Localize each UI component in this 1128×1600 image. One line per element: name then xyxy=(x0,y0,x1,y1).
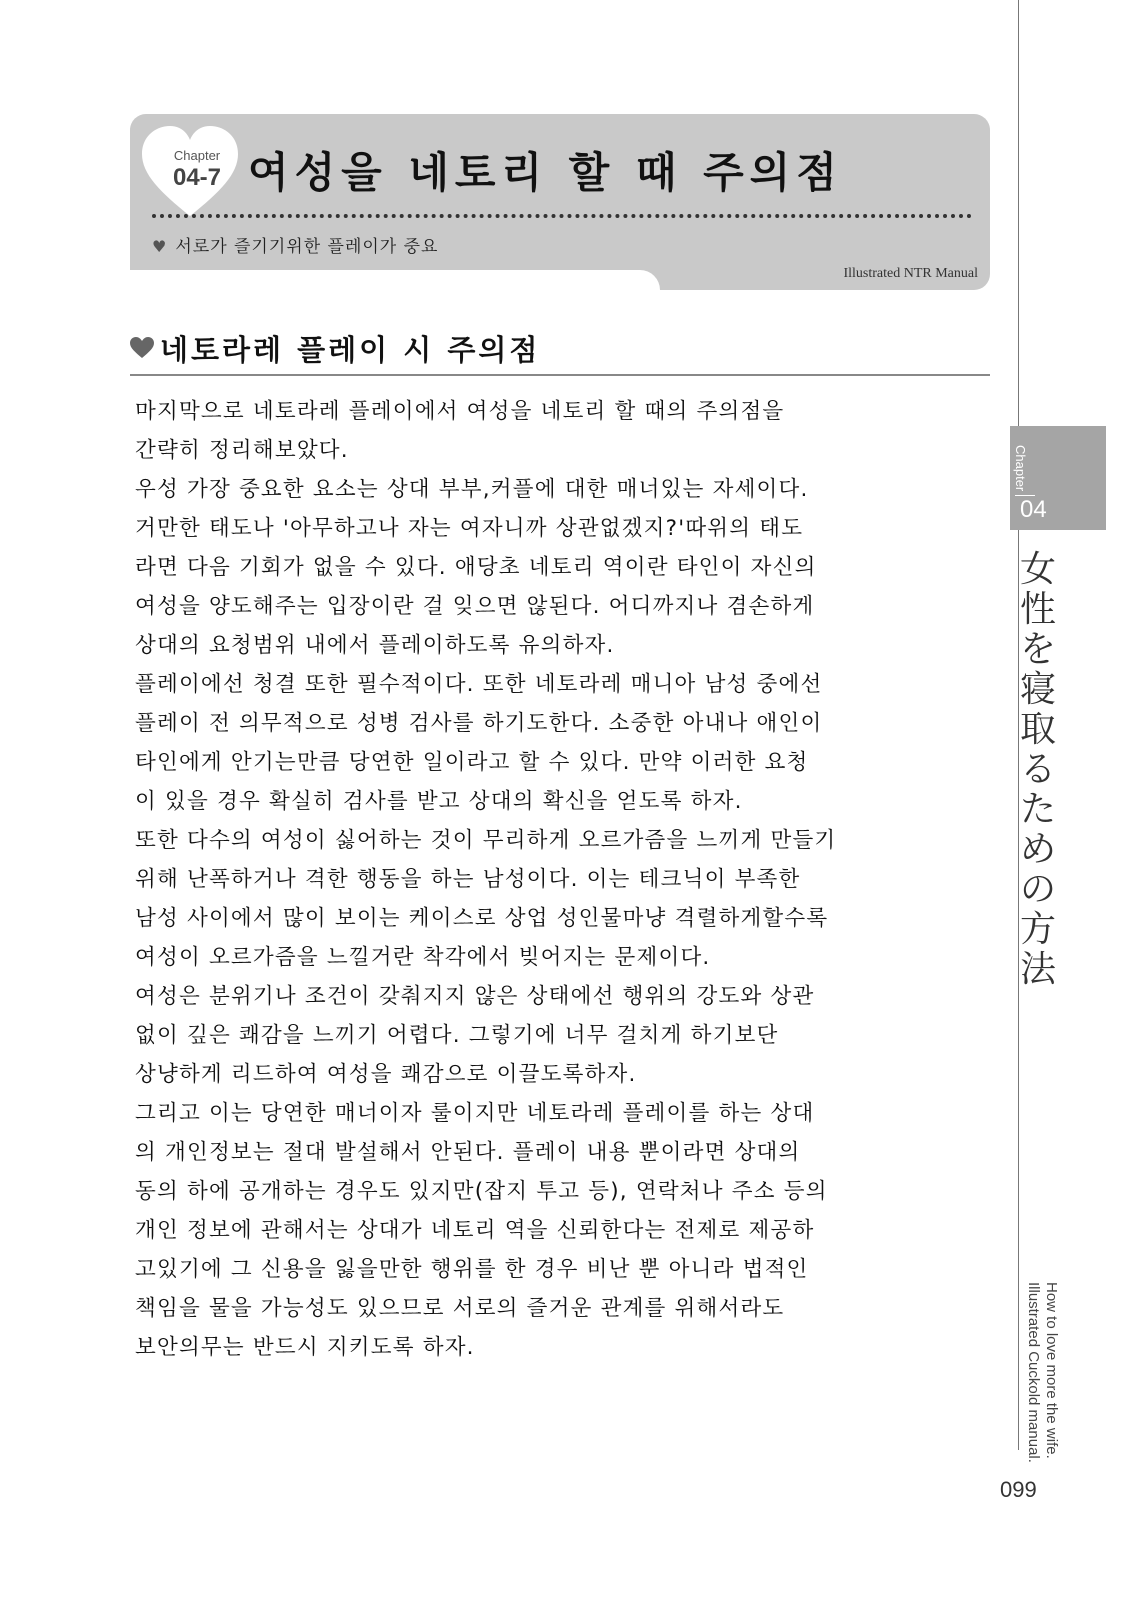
body-line: 여성은 분위기나 조건이 갖춰지지 않은 상태에선 행위의 강도와 상관 xyxy=(135,984,815,1009)
dotted-divider xyxy=(152,214,972,218)
body-line: 플레이 전 의무적으로 성병 검사를 하기도한다. 소중한 아내나 애인이 xyxy=(135,711,823,736)
body-line: 그리고 이는 당연한 매너이자 룰이지만 네토라레 플레이를 하는 상대 xyxy=(135,1101,815,1126)
tab-chapter-number: 04 xyxy=(1020,496,1047,523)
body-line: 남성 사이에서 많이 보이는 케이스로 상업 성인물마냥 격렬하게할수록 xyxy=(135,906,829,931)
vertical-title-char: め xyxy=(1019,829,1056,870)
body-line: 여성을 양도해주는 입장이란 걸 잊으면 않된다. 어디까지나 겸손하게 xyxy=(135,594,815,619)
vertical-english-caption xyxy=(1024,1282,1060,1463)
body-line: 라면 다음 기회가 없을 수 있다. 애당초 네토리 역이란 타인이 자신의 xyxy=(135,555,817,580)
vertical-title xyxy=(1016,550,1060,990)
tab-chapter-label: Chapter xyxy=(1013,445,1028,492)
body-line: 마지막으로 네토라레 플레이에서 여성을 네토리 할 때의 주의점을 xyxy=(135,399,785,424)
chapter-label: Chapter xyxy=(173,148,221,163)
subtitle xyxy=(152,232,438,257)
body-line: 책임을 물을 가능성도 있으므로 서로의 즐거운 관계를 위해서라도 xyxy=(135,1296,785,1321)
body-line: 의 개인정보는 절대 발설해서 안된다. 플레이 내용 뿐이라면 상대의 xyxy=(135,1140,801,1165)
body-line: 위해 난폭하거나 격한 행동을 하는 남성이다. 이는 테크닉이 부족한 xyxy=(135,867,801,892)
body-line: 여성이 오르가즘을 느낄거란 착각에서 빚어지는 문제이다. xyxy=(135,945,711,970)
vertical-title-char: 寝 xyxy=(1019,669,1056,710)
body-line: 또한 다수의 여성이 싫어하는 것이 무리하게 오르가즘을 느끼게 만들기 xyxy=(135,828,837,853)
vertical-title-char: 方 xyxy=(1019,909,1056,950)
body-line: 보안의무는 반드시 지키도록 하자. xyxy=(135,1335,475,1360)
vertical-english-line-2: Illustrated Cuckold manual. xyxy=(1025,1282,1042,1463)
body-line: 없이 깊은 쾌감을 느끼기 어렵다. 그렇기에 너무 걸치게 하기보단 xyxy=(135,1023,779,1048)
banner-notch xyxy=(130,270,660,290)
body-text xyxy=(135,392,980,1367)
vertical-title-char: 性 xyxy=(1019,589,1056,630)
body-line: 플레이에선 청결 또한 필수적이다. 또한 네토라레 매니아 남성 중에선 xyxy=(135,672,823,697)
vertical-title-char: 法 xyxy=(1019,949,1056,990)
section-heading: 네토라레 플레이 시 주의점 xyxy=(160,333,541,367)
vertical-title-char: る xyxy=(1019,749,1056,790)
manual-label: Illustrated NTR Manual xyxy=(843,266,978,281)
body-line: 타인에게 안기는만큼 당연한 일이라고 할 수 있다. 만약 이러한 요청 xyxy=(135,750,809,775)
small-heart-icon: ♥ xyxy=(152,237,168,256)
body-line: 상냥하게 리드하여 여성을 쾌감으로 이끌도록하자. xyxy=(135,1062,637,1087)
subtitle-text: 서로가 즐기기위한 플레이가 중요 xyxy=(175,237,439,257)
page-title: 여성을 네토리 할 때 주의점 xyxy=(248,148,843,197)
chapter-number: 04-7 xyxy=(172,164,222,191)
vertical-title-char: 女 xyxy=(1019,549,1056,590)
vertical-title-char: 取 xyxy=(1019,709,1056,750)
body-line: 간략히 정리해보았다. xyxy=(135,438,349,463)
vertical-title-char: を xyxy=(1019,629,1056,670)
page-number: 099 xyxy=(1000,1477,1037,1502)
body-line: 개인 정보에 관해서는 상대가 네토리 역을 신뢰한다는 전제로 제공하 xyxy=(135,1218,815,1243)
body-line: 이 있을 경우 확실히 검사를 받고 상대의 확신을 얻도록 하자. xyxy=(135,789,743,814)
body-line: 거만한 태도나 '아무하고나 자는 여자니까 상관없겠지?'따위의 태도 xyxy=(135,516,804,541)
vertical-title-char: の xyxy=(1019,869,1056,910)
body-line: 상대의 요청범위 내에서 플레이하도록 유의하자. xyxy=(135,633,615,658)
section-rule xyxy=(130,374,990,376)
body-line: 우성 가장 중요한 요소는 상대 부부,커플에 대한 매너있는 자세이다. xyxy=(135,477,809,502)
body-line: 고있기에 그 신용을 잃을만한 행위를 한 경우 비난 뿐 아니라 법적인 xyxy=(135,1257,809,1282)
section-heart-icon xyxy=(130,337,154,363)
vertical-title-char: た xyxy=(1019,789,1056,830)
vertical-english-line-1: How to love more the wife. xyxy=(1043,1282,1060,1459)
body-line: 동의 하에 공개하는 경우도 있지만(잡지 투고 등), 연락처나 주소 등의 xyxy=(135,1179,828,1204)
